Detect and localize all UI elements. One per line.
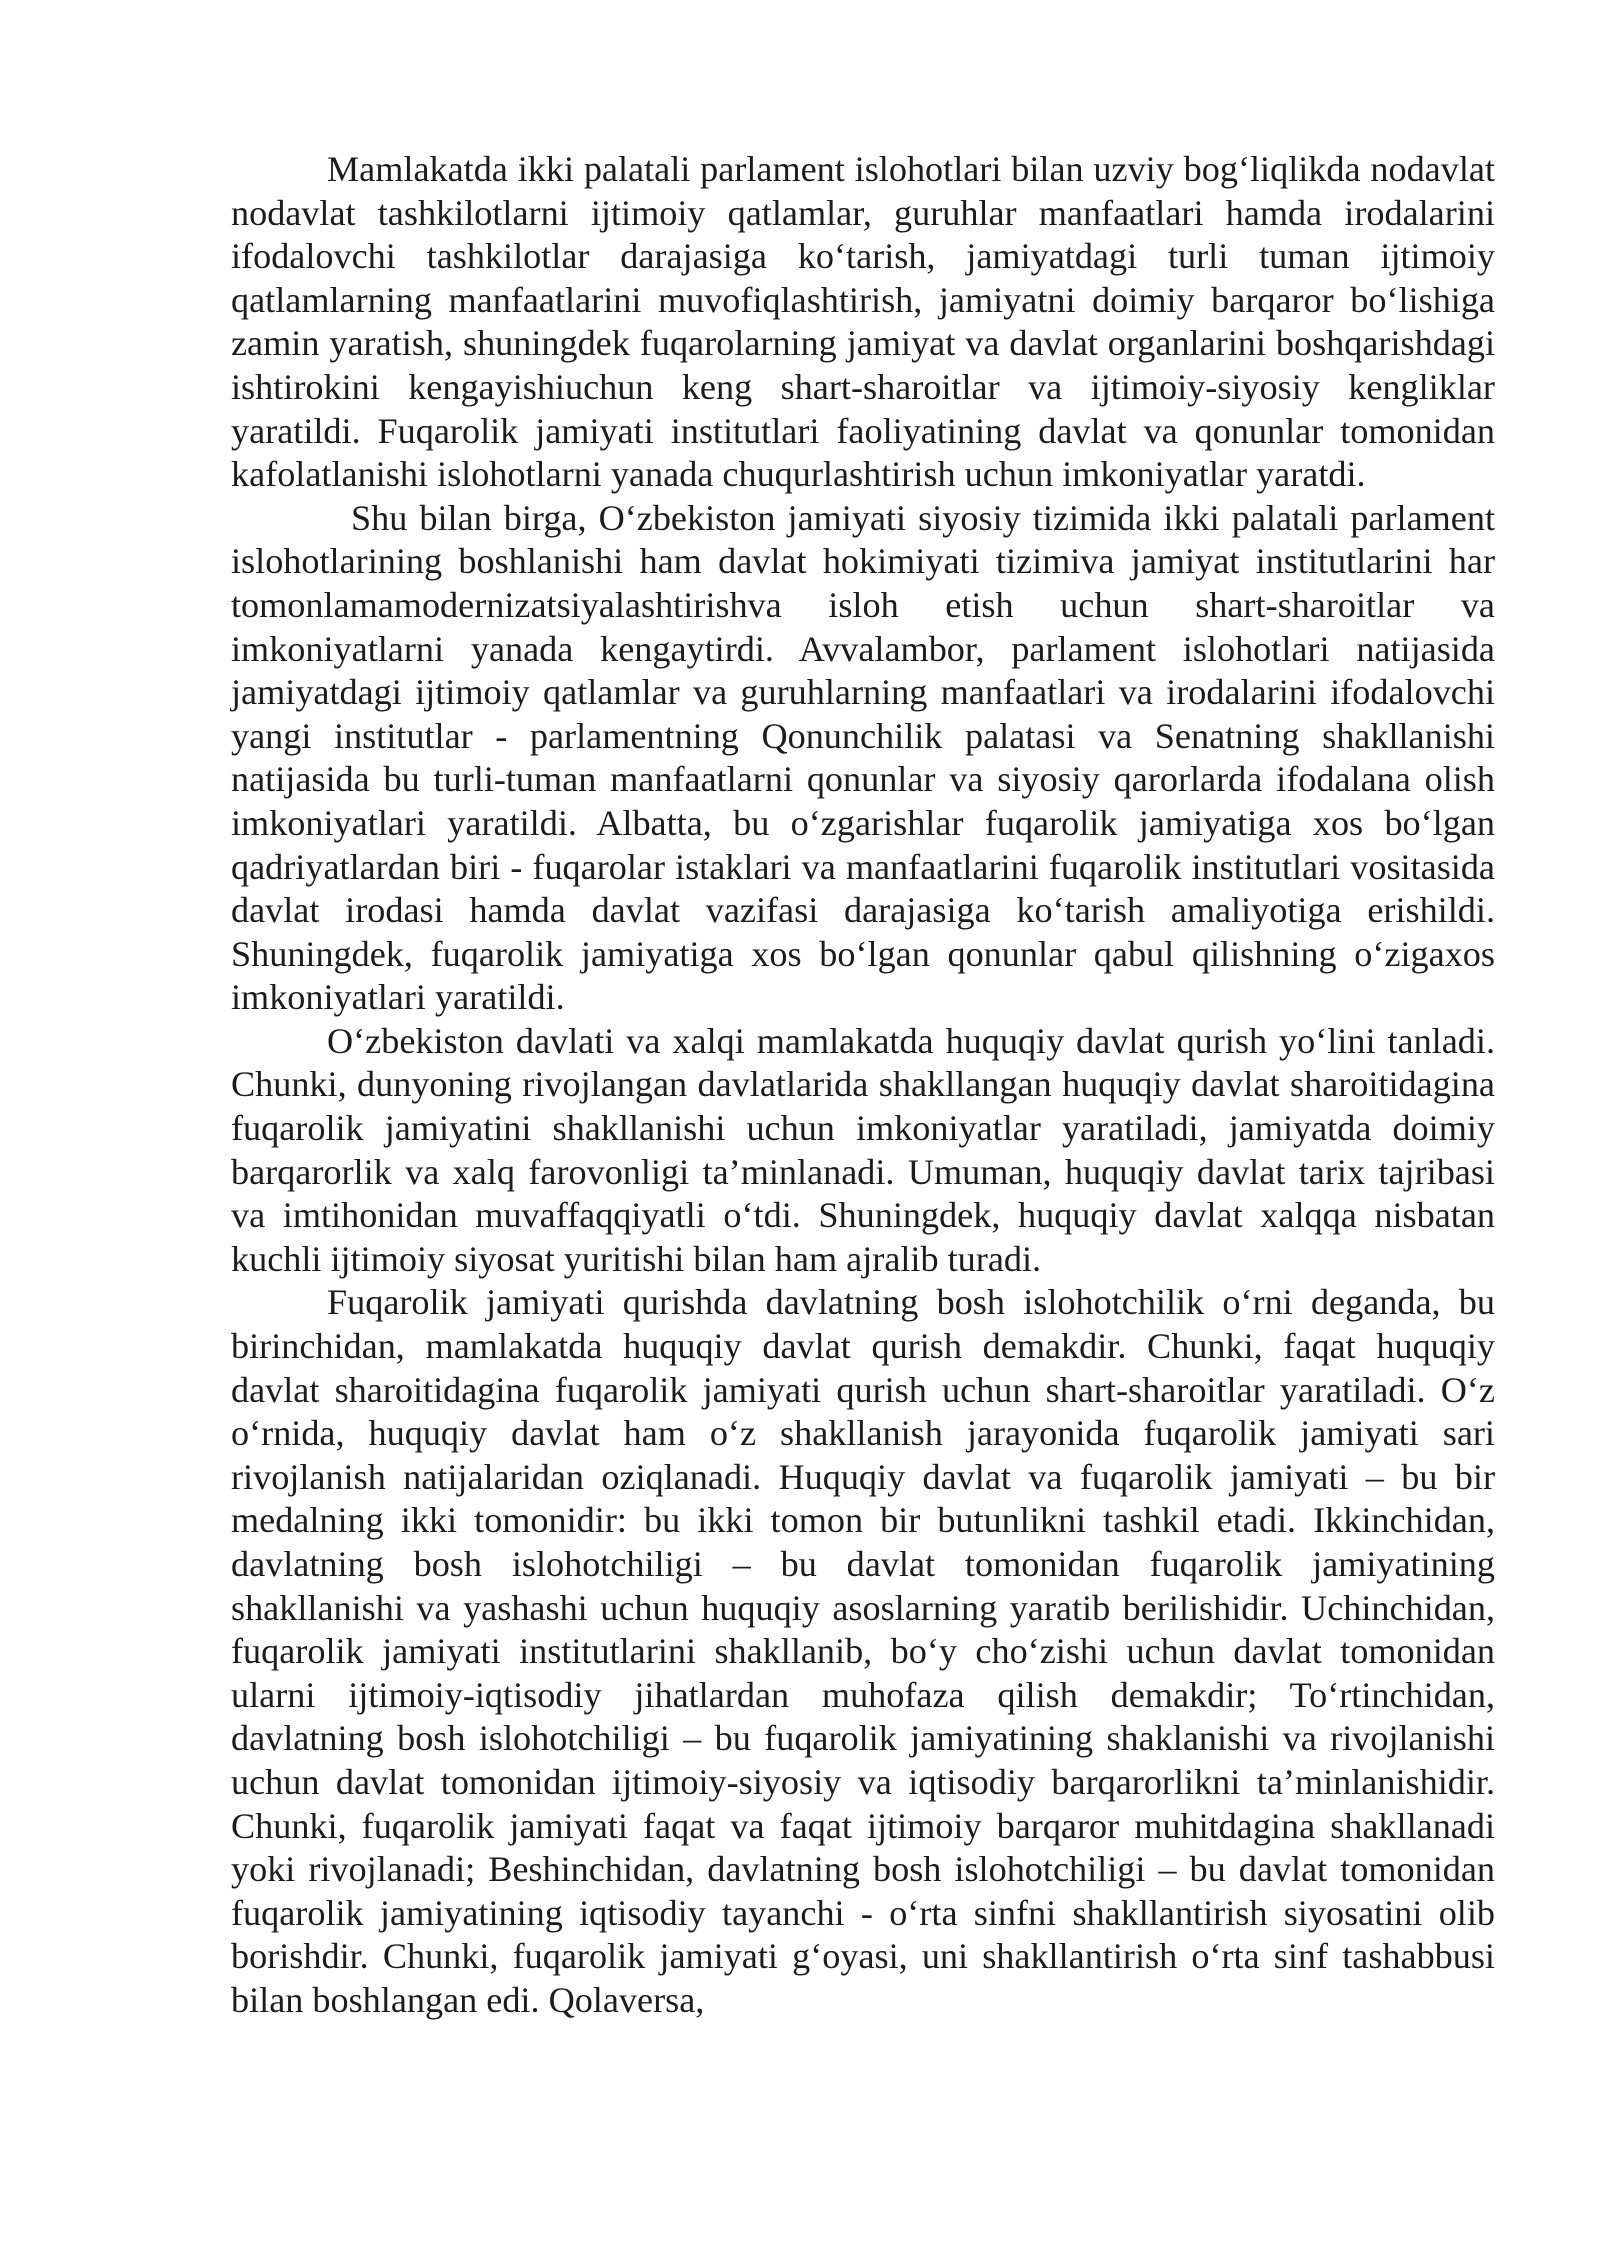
paragraph-2: Shu bilan birga, O‘zbekiston jamiyati siyosiy tizimida ikki palatali parlament islohotlarining boshlanishi ham davlat hokimiyati tizimiva jamiyat institutlarini har tomonlamamodernizatsiyalashtirishva isloh etish uchun shart-sharoitlar va imkoniyatlarni yanada kengaytirdi. Avvalambor, parlament islohotlari natijasida jamiyatdagi ijtimoiy qatlamlar va guruhlarning manfaatlari va irodalarini ifodalovchi yangi institutlar - parlamentning Qonunchilik palatasi va Senatning shakllanishi natijasida bu turli-tuman manfaatlarni qonunlar va siyosiy qarorlarda ifodalana olish imkoniyatlari yaratildi. Albatta, bu o‘zgarishlar fuqarolik jamiyatiga xos bo‘lgan qadriyatlardan biri - fuqarolar istaklari va manfaatlarini fuqarolik institutlari vositasida davlat irodasi hamda davlat vazifasi darajasiga ko‘tarish amaliyotiga erishildi. Shuningdek, fuqarolik jamiyatiga xos bo‘lgan qonunlar qabul qilishning o‘zigaxos imkoniyatlari yaratildi.: [231, 497, 1495, 1018]
paragraph-4: Fuqarolik jamiyati qurishda davlatning bosh islohotchilik o‘rni deganda, bu birinchidan, mamlakatda huquqiy davlat qurish demakdir. Chunki, faqat huquqiy davlat sharoitidagina fuqarolik jamiyati qurish uchun shart-sharoitlar yaratiladi. O‘z o‘rnida, huquqiy davlat ham o‘z shakllanish jarayonida fuqarolik jamiyati sari rivojlanish natijalaridan oziqlanadi. Huquqiy davlat va fuqarolik jamiyati – bu bir medalning ikki tomonidir: bu ikki tomon bir butunlikni tashkil etadi. Ikkinchidan, davlatning bosh islohotchiligi – bu davlat tomonidan fuqarolik jamiyatining shakllanishi va yashashi uchun huquqiy asoslarning yaratib berilishidir. Uchinchidan, fuqarolik jamiyati institutlarini shakllanib, bo‘y cho‘zishi uchun davlat tomonidan ularni ijtimoiy-iqtisodiy jihatlardan muhofaza qilish demakdir; To‘rtinchidan, davlatning bosh islohotchiligi – bu fuqarolik jamiyatining shaklanishi va rivojlanishi uchun davlat tomonidan ijtimoiy-siyosiy va iqtisodiy barqarorlikni ta’minlanishidir. Chunki, fuqarolik jamiyati faqat va faqat ijtimoiy barqaror muhitdagina shakllanadi yoki rivojlanadi; Beshinchidan, davlatning bosh islohotchiligi – bu davlat tomonidan fuqarolik jamiyatining iqtisodiy tayanchi - o‘rta sinfni shakllantirish siyosatini olib borishdir. Chunki, fuqarolik jamiyati g‘oyasi, uni shakllantirish o‘rta sinf tashabbusi bilan boshlangan edi. Qolaversa,: [231, 1282, 1495, 2020]
paragraph-3: O‘zbekiston davlati va xalqi mamlakatda huquqiy davlat qurish yo‘lini tanladi. Chunki, dunyoning rivojlangan davlatlarida shakllangan huquqiy davlat sharoitidagina fuqarolik jamiyatini shakllanishi uchun imkoniyatlar yaratiladi, jamiyatda doimiy barqarorlik va xalq farovonligi ta’minlanadi. Umuman, huquqiy davlat tarix tajribasi va imtihonidan muvaffaqqiyatli o‘tdi. Shuningdek, huquqiy davlat xalqqa nisbatan kuchli ijtimoiy siyosat yuritishi bilan ham ajralib turadi.: [231, 1020, 1495, 1279]
document-page: [231, 148, 1495, 2023]
paragraph-1: Mamlakatda ikki palatali parlament islohotlari bilan uzviy bog‘liqlikda nodavlat nodavlat tashkilotlarni ijtimoiy qatlamlar, guruhlar manfaatlari hamda irodalarini ifodalovchi tashkilotlar darajasiga ko‘tarish, jamiyatdagi turli tuman ijtimoiy qatlamlarning manfaatlarini muvofiqlashtirish, jamiyatni doimiy barqaror bo‘lishiga zamin yaratish, shuningdek fuqarolarning jamiyat va davlat organlarini boshqarishdagi ishtirokini kengayishiuchun keng shart-sharoitlar va ijtimoiy-siyosiy kengliklar yaratildi. Fuqarolik jamiyati institutlari faoliyatining davlat va qonunlar tomonidan kafolatlanishi islohotlarni yanada chuqurlashtirish uchun imkoniyatlar yaratdi.: [231, 149, 1495, 495]
